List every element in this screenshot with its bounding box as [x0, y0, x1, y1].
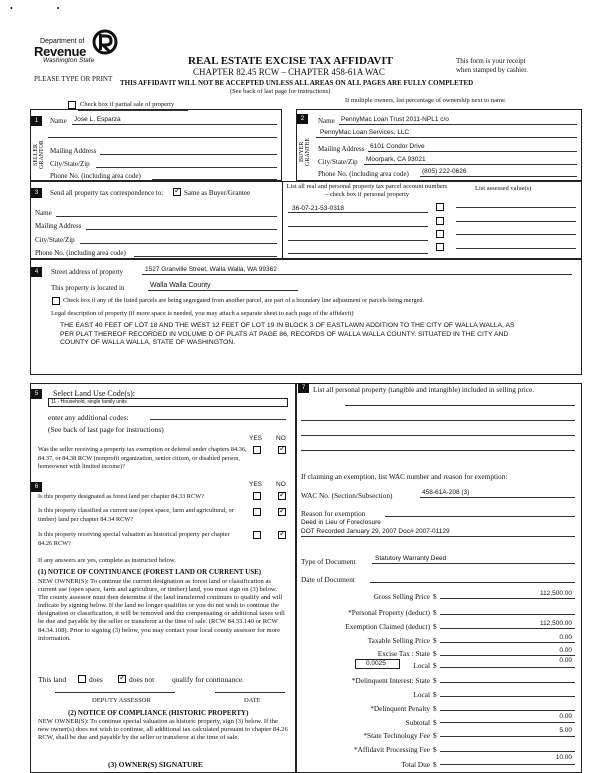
reason-line1[interactable]: Deed in Lieu of Foreclosure [301, 519, 381, 526]
current-use-yes-checkbox[interactable] [253, 508, 261, 516]
parcel-2-personal-checkbox[interactable] [436, 217, 444, 225]
parcel-list-header: List all real and personal property tax parcel account numbers – check box if personal property [286, 183, 448, 198]
exemption-dollar: $ [433, 622, 437, 631]
seller-side-label: SELLER GRANTOR [33, 140, 45, 170]
forest-question: Is this property designated as forest land per chapter 84.33 RCW? [38, 493, 204, 500]
does-not-checkbox[interactable] [118, 675, 126, 683]
partial-sale-checkbox[interactable] [68, 101, 76, 109]
taxable-value[interactable]: 0.00 [559, 634, 572, 641]
gross-value[interactable]: 112,500.00 [539, 590, 572, 597]
exempt-yes-checkbox[interactable] [253, 446, 261, 454]
seller-box [30, 109, 282, 181]
tech-fee-label: *State Technology Fee [363, 731, 430, 740]
buyer-mailing-label: Mailing Address [318, 145, 365, 153]
buyer-city-label: City/State/Zip [318, 158, 358, 166]
doc-type-label: Type of Document [301, 557, 356, 566]
local-dollar: $ [433, 661, 437, 670]
parcel-4-personal-checkbox[interactable] [436, 243, 444, 251]
segregated-checkbox[interactable] [52, 297, 60, 305]
seller-mailing-label: Mailing Address [50, 147, 97, 155]
this-land-label: This land [38, 675, 67, 684]
historic-yes-checkbox[interactable] [253, 531, 261, 539]
local-value[interactable]: 0.00 [559, 657, 572, 664]
tax-city-label: City/State/Zip [35, 236, 75, 244]
buyer-phone-label: Phone No. (including area code) [318, 170, 409, 178]
sec6-no-header: NO [276, 481, 286, 488]
receipt-line1: This form is your receipt [456, 57, 526, 65]
legal-description[interactable]: THE EAST 40 FEET OF LOT 18 AND THE WEST 12 FEET OF LOT 19 IN BLOCK 3 OF EASTLAWN ADDITION TO THE CITY OF WALLA WALLA, AS PER PLAT THEREOF RECORDED IN VOLUME D OF PLATS AT PAGE 86, RECORDS OF WALLA WALLA COUNTY. SITUATED IN THE CITY AND COUNTY OF WALLA WALLA, STATE OF WASHINGTON. [60, 322, 515, 346]
partial-sale-label: Check box if partial sale of property [80, 101, 175, 108]
owner-signature-title: (3) OWNER(S) SIGNATURE [108, 760, 203, 769]
personal-property-label: List all personal property (tangible and intangible) included in selling price. [313, 385, 535, 394]
seller-city-label: City/State/Zip [50, 160, 90, 168]
section-1-badge: 1 [31, 116, 42, 126]
subtotal-label: Subtotal [405, 718, 430, 727]
please-type: PLEASE TYPE OR PRINT [34, 75, 113, 83]
current-use-question: Is this property classified as current use (open space, farm and agricultural, or timber) land per chapter 84.34 RCW? [38, 507, 234, 523]
receipt-line2: when stamped by cashier. [456, 66, 528, 74]
exempt-question: Was the seller receiving a property tax exemption or deferral under chapters 84.36, 84.37, or 84.38 RCW (nonprofit organization, senior citizen, or disabled person, homeowner with limited income)? [38, 446, 247, 470]
gross-label: Gross Selling Price [373, 592, 430, 601]
total-dollar: $ [433, 760, 437, 769]
corner-mark: • • [10, 4, 60, 13]
logo-dept: Department of [40, 38, 85, 45]
taxable-label: Taxable Selling Price [367, 636, 430, 645]
forest-yes-checkbox[interactable] [253, 492, 261, 500]
tax-mailing-label: Mailing Address [35, 222, 82, 230]
exemption-value[interactable]: 112,500.00 [539, 620, 572, 627]
total-value[interactable]: 10.00 [555, 754, 572, 761]
located-value[interactable]: Walla Walla County [150, 282, 211, 289]
date-label: DATE [244, 697, 261, 704]
wac-value[interactable]: 458-61A-208 (3) [422, 489, 470, 496]
land-use-see-back: (See back of last page for instructions) [48, 425, 164, 434]
claim-exemption-label: If claiming an exemption, list WAC number and reason for exemption: [301, 472, 508, 481]
reason-label: Reason for exemption [301, 509, 366, 518]
seller-name-value[interactable]: Jose L. Esparza [74, 116, 121, 123]
does-checkbox[interactable] [78, 675, 86, 683]
tech-fee-value[interactable]: 5.00 [559, 727, 572, 734]
seller-name-label: Name [50, 117, 67, 125]
see-back: (See back of last page for instructions) [230, 88, 331, 95]
affidavit-fee-label: *Affidavit Processing Fee [353, 745, 430, 754]
tax-corr-label: Send all property tax correspondence to: [50, 189, 164, 197]
if-yes-note: If any answers are yes, complete as instructed below. [38, 557, 176, 564]
forest-no-checkbox[interactable] [278, 492, 286, 500]
qualify-label: qualify for continuance. [172, 675, 244, 684]
logo-state: Washington State [43, 57, 95, 64]
form-chapter: CHAPTER 82.45 RCW – CHAPTER 458-61A WAC [193, 67, 385, 77]
street-label: Street address of property [51, 268, 124, 276]
tax-name-label: Name [35, 209, 52, 217]
form-warning: THIS AFFIDAVIT WILL NOT BE ACCEPTED UNLESS ALL AREAS ON ALL PAGES ARE FULLY COMPLETED [120, 79, 474, 87]
street-value[interactable]: 1527 Granville Street, Walla Walla, WA 99362 [145, 266, 277, 273]
delinq-local-dollar: $ [433, 690, 437, 699]
located-label: This property is located in [51, 284, 125, 292]
buyer-city-value[interactable]: Moorpark, CA 93021 [366, 156, 426, 163]
exemption-label: Exemption Claimed (deduct) [345, 622, 430, 631]
personal-dollar: $ [433, 608, 437, 617]
gross-dollar: $ [433, 592, 437, 601]
historic-no-checkbox[interactable] [278, 531, 286, 539]
revenue-logo-icon [92, 28, 118, 56]
excise-state-value[interactable]: 0.00 [559, 647, 572, 654]
section-2-badge: 2 [297, 114, 308, 124]
wac-label: WAC No. (Section/Subsection) [301, 491, 393, 500]
buyer-name-value[interactable]: PennyMac Loan Trust 2011-NPL1 c/o [341, 116, 449, 123]
section-7-badge: 7 [298, 383, 309, 393]
does-label: does [89, 675, 103, 684]
delinq-penalty-dollar: $ [433, 704, 437, 713]
land-yes-header: YES [249, 435, 263, 442]
taxable-dollar: $ [433, 636, 437, 645]
land-use-label: Select Land Use Code(s): [53, 389, 135, 398]
section-3-badge: 3 [31, 188, 42, 198]
logo-name: Revenue [34, 44, 87, 59]
doc-date-label: Date of Document [301, 575, 355, 584]
delinq-state-dollar: $ [433, 676, 437, 685]
doc-type-value[interactable]: Statutory Warranty Deed [375, 555, 447, 562]
same-as-buyer-checkbox[interactable] [173, 188, 181, 196]
excise-state-dollar: $ [433, 649, 437, 658]
section-6-badge: 6 [31, 482, 42, 492]
segregated-label: Check box if any of the listed parcels are being segregated from another parcel, are part of a boundary line adjustment or parcels being merged. [63, 297, 425, 304]
additional-codes-label: enter any additional codes: [48, 413, 129, 422]
exempt-no-checkbox[interactable] [278, 446, 286, 454]
buyer-name-label: Name [318, 117, 335, 125]
buyer-side-label: BUYER GRANTEE [299, 138, 311, 166]
total-label: Total Due [401, 760, 430, 769]
notice1-title: (1) NOTICE OF CONTINUANCE (FOREST LAND OR CURRENT USE) [38, 568, 262, 576]
subtotal-value[interactable]: 0.00 [559, 713, 572, 720]
notice2-body: NEW OWNER(S): To continue special valuation as historic property, sign (3) below. If the new owner(s) does not wish to continue, all additional tax calculated pursuant to chapter 84.26 RCW, shall be due and payable by the seller or transferor at the time of sale. [38, 718, 288, 742]
rate-value: 0.0025 [366, 660, 386, 667]
assessed-header: List assessed value(s) [475, 185, 532, 192]
delinq-state-label: *Delinquent Interest: State [351, 676, 430, 685]
subtotal-dollar: $ [433, 718, 437, 727]
notice2-title: (2) NOTICE OF COMPLIANCE (HISTORIC PROPERTY) [68, 709, 249, 717]
notice1-body: NEW OWNER(S): To continue the current designation as forest land or classification as current use (open space, farm and agriculture, or timber) land, you must sign on (3) below. The county assessor must then determine if the land transferred continues to qualify and will indicate by signing below. If the land no longer qualifies or you do not wish to continue the designation or classification, it will be removed and the compensating or additional taxes will be due and payable by the seller or transferor at the time of sale. (RCW 84.33.140 or RCW 84.34.108). Prior to signing (3) below, you may contact your local county assessor for more information. [38, 578, 285, 642]
excise-state-label: Excise Tax : State [377, 649, 430, 658]
personal-label: *Personal Property (deduct) [348, 608, 430, 617]
buyer-name2-value[interactable]: PennyMac Loan Services, LLC [320, 129, 410, 136]
form-title: REAL ESTATE EXCISE TAX AFFIDAVIT [188, 55, 393, 67]
land-use-code: 11 - Household, single family units [51, 399, 127, 405]
current-use-no-checkbox[interactable] [278, 508, 286, 516]
parcel-1-personal-checkbox[interactable] [436, 203, 444, 211]
multiple-owners-note: If multiple owners, list percentage of ownership next to name. [345, 97, 507, 104]
parcel-3-personal-checkbox[interactable] [436, 230, 444, 238]
section-5-badge: 5 [31, 389, 42, 399]
affidavit-fee-dollar: $ [433, 745, 437, 754]
property-box [30, 259, 582, 375]
sec6-yes-header: YES [249, 481, 263, 488]
tech-fee-dollar: $ [433, 731, 437, 740]
section-4-badge: 4 [31, 267, 42, 277]
does-not-label: does not [129, 675, 155, 684]
buyer-mailing-value[interactable]: 6101 Condor Drive [370, 143, 425, 150]
tax-phone-label: Phone No. (including area code) [35, 249, 126, 257]
historic-question: Is this property receiving special valuation as historical property per chapter 84.26 RCW? [38, 531, 230, 547]
buyer-phone-value[interactable]: (805) 222-0626 [422, 168, 467, 175]
reason-line2[interactable]: DOT Recorded January 29, 2007 Doc# 2007-01129 [301, 528, 450, 535]
delinq-local-label: Local [413, 690, 430, 699]
parcel-number[interactable]: 36-07-21-53-0318 [292, 205, 345, 212]
land-no-header: NO [276, 435, 286, 442]
delinq-penalty-label: *Delinquent Penalty [370, 704, 430, 713]
deputy-assessor-label: DEPUTY ASSESSOR [92, 697, 151, 704]
seller-phone-label: Phone No. (including area code) [50, 172, 141, 180]
same-as-buyer-label: Same as Buyer/Grantee [184, 189, 251, 197]
local-label: Local [413, 661, 430, 670]
legal-label: Legal description of property (if more space is needed, you may attach a separate sheet to each page of the affidavit) [51, 310, 354, 317]
